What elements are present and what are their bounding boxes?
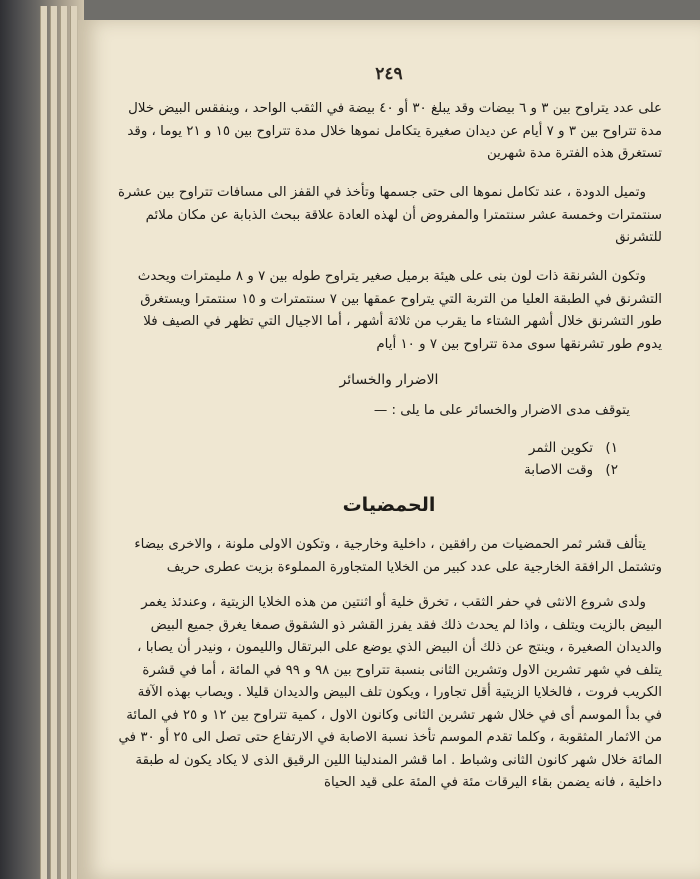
paragraph-4-block [78,534,700,579]
intro-line: يتوقف مدى الاضرار والخسائر على ما يلى : — [373,403,630,418]
paragraph-3: وتكون الشرنقة ذات لون بنى على هيئة برميل صغير يتراوح طوله بين ٧ و ٨ مليمترات ويحدث التشرنق في الطبقة العليا من التربة التي يتراوح عمقها بين ٧ سنتمترات و ١٥ سنتمترا ويستغرق طور التشرنق خلال أشهر الشتاء ما يقرب من ثلاثة أشهر ، أما الاجيال التي تظهر في الصيف فلا يدوم طور تشرنقها سوى مدة تتراوح بين ٧ و ١٠ أيام [137,269,662,352]
paragraph-1-block [78,98,700,166]
page-edge [40,6,47,879]
page-edge [70,6,77,879]
paragraph-2: وتميل الدودة ، عند تكامل نموها الى حتى جسمها وتأخذ في القفز الى مسافات تتراوح بين عشرة سنتمترات وخمسة عشر سنتمترا والمفروض أن لهذه العادة علاقة ببحث الذبابة عن مكان ملائم للتشرنق [118,185,662,245]
page-number: ٢٤٩ [375,64,403,84]
book-page [78,20,700,879]
paragraph-3-block [78,266,700,356]
paragraph-5: ولدى شروع الانثى في حفر الثقب ، تخرق خلية أو اثنتين من هذه الخلايا الزيتية ، وعندئذ يغمر البيض بالزيت ويتلف ، واذا لم يحدث ذلك فقد يفرز القشر ذو الشقوق صمغا يغرق جميع البيض والديدان الصغيرة ، وينتج عن ذلك أن البيض الذي يوضع على البرتقال والليمون ، ونيدر أن يصابا ، يتلف في شهر تشرين الاول وتشرين الثانى بنسبة تتراوح بين ٩٨ و ٩٩ في المائة ، أما في قشرة الكريب فروت ، فالخلايا الزيتية أقل تجاورا ، ويكون تلف البيض والديدان قليلا . ويصاب بهذه الآفة في بدأ الموسم أى في خلال شهر تشرين الثانى وكانون الاول ، كمية تتراوح بين ١٢ و ٢٥ في المائة من الاثمار المثقوبة ، وكلما تقدم الموسم تأخذ نسبة الاصابة في الارتفاع حتى تصل الى ٢٥ أو ٣٠ في المائة خلال شهر كانون الثانى وشباط . اما قشر المندلينا اللين الرقيق الذى لا يكاد يكون له طبقة داخلية ، فانه يضمن بقاء اليرقات مئة في المئة على قيد الحياة [118,595,662,790]
paragraph-1: على عدد يتراوح بين ٣ و ٦ بيضات وقد يبلغ ٣٠ أو ٤٠ بيضة في الثقب الواحد ، وينفقس البيض خلال مدة تتراوح بين ٣ و ٧ أيام عن ديدان صغيرة يتكامل نموها خلال مدة تتراوح بين ١٥ و ٢١ يوما ، وقد تستغرق هذه الفترة مدة شهرين [127,101,662,161]
list-item [524,462,618,478]
section-title: الاضرار والخسائر [339,372,439,388]
list-item [529,440,618,456]
paragraph-4: يتألف قشر ثمر الحمضيات من رافقين ، داخلية وخارجية ، وتكون الاولى ملونة ، والاخرى بيضاء وتشتمل الرافقة الخارجية على عدد كبير من الخلايا المتجاورة المملوءة بزيت عطرى حريف [134,537,662,575]
list-item-number: ١) [605,440,618,456]
paragraph-5-block [78,592,700,795]
page-edge [60,6,67,879]
list-item-text: تكوين الثمر [528,440,594,456]
list-item-text: وقت الاصابة [524,462,594,478]
page-edge [50,6,57,879]
main-heading: الحمضيات [342,494,436,516]
intro-line-block [78,400,700,423]
list-item-number: ٢) [605,462,618,478]
paragraph-2-block [78,182,700,250]
